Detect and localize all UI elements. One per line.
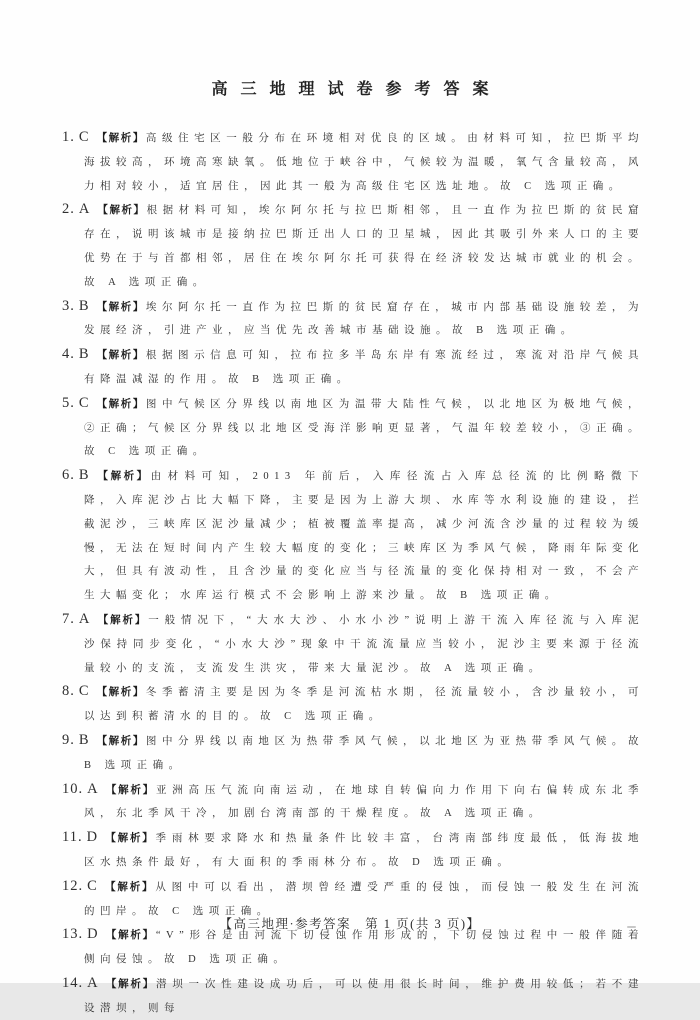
analysis-text: 高级住宅区一般分布在环境相对优良的区域。由材料可知，拉巴斯平均海拔较高，环境高寒缺氧。低地位于峡谷中，气候较为温暖，氧气含量较高，风力相对较小，适宜居住，因此其一般为高级住宅区选址地。故 C 选项正确。: [84, 133, 645, 192]
answer-letter: C: [78, 683, 90, 700]
answer-number: 2.: [62, 201, 75, 218]
page-footer: 【高三地理·参考答案 第 1 页(共 3 页)】: [219, 917, 481, 931]
answer-number: 7.: [62, 610, 75, 627]
answer-letter: B: [78, 346, 90, 363]
answer-number: 13.: [62, 926, 84, 943]
page-title: 高三地理试卷参考答案: [211, 81, 502, 98]
answer-number: 9.: [62, 731, 75, 748]
answer-item: [62, 295, 644, 344]
answer-number: 5.: [62, 394, 75, 411]
analysis-text: 冬季蓄清主要是因为冬季是河流枯水期，径流量较小，含沙量较小，可以达到积蓄清水的目的。故 C 选项正确。: [84, 687, 645, 723]
analysis-tag: 【解析】: [96, 301, 145, 313]
answer-letter: C: [78, 394, 90, 411]
answer-letter: B: [78, 467, 90, 484]
analysis-tag: 【解析】: [97, 614, 148, 626]
analysis-text: 潜坝一次性建设成功后，可以使用很长时间，维护费用较低；若不建设潜坝，则每: [84, 978, 645, 1014]
analysis-text: 图中气候区分界线以南地区为温带大陆性气候，以北地区为极地气候，②正确；气候区分界线以北地区受海洋影响更显著，气温年较差较小，③正确。故 C 选项正确。: [84, 398, 645, 458]
answer-letter: C: [78, 129, 90, 145]
analysis-text: 根据材料可知，埃尔阿尔托与拉巴斯相邻，且一直作为拉巴斯的贫民窟存在，说明该城市是接纳拉巴斯迁出人口的卫星城，因此其吸引外来人口的主要优势在于与首都相邻，居住在埃尔阿尔托可获得在经济较发达城市就业的机会。故 A 选项正确。: [84, 205, 644, 288]
answer-number: 12.: [62, 877, 84, 894]
answer-item: [62, 972, 644, 1020]
analysis-tag: 【解析】: [105, 784, 155, 796]
answer-number: 3.: [62, 297, 75, 314]
answer-number: 14.: [62, 974, 84, 991]
answer-number: 8.: [62, 683, 75, 700]
analysis-text: 亚洲高压气流向南运动，在地球自转偏向力作用下向右偏转成东北季风，东北季风干冷，加剧台湾南部的干燥程度。故 A 选项正确。: [84, 784, 645, 820]
answer-item: [62, 778, 644, 827]
answer-letter: A: [87, 780, 99, 797]
answer-item: [62, 198, 644, 294]
analysis-text: 由材料可知，2013 年前后，入库径流占入库总径流的比例略微下降，入库泥沙占比大幅下降，主要是因为上游大坝、水库等水利设施的建设，拦截泥沙，三峡库区泥沙量减少；植被覆盖率提高，减少河流含沙量的过程较为缓慢，无法在短时间内产生较大幅度的变化；三峡库区为季风气候，降雨年际变化大，但具有波动性，且含沙量的变化应当与径流量的变化保持相对一致，不会产生大幅变化；水库运行模式不会影响上游来沙量。故 B 选项正确。: [84, 471, 645, 602]
analysis-text: “V”形谷是由河流下切侵蚀作用形成的，下切侵蚀过程中一般伴随着侧向侵蚀。故 D 选项正确。: [84, 930, 645, 966]
answer-number: 10.: [62, 780, 84, 797]
answer-letter: A: [87, 974, 99, 991]
answer-number: 1.: [62, 129, 75, 145]
answer-item: [62, 729, 644, 778]
analysis-tag: 【解析】: [105, 930, 155, 942]
answer-letter: D: [86, 829, 99, 846]
analysis-tag: 【解析】: [96, 398, 145, 410]
answer-item: [62, 608, 644, 680]
answer-item: [62, 680, 644, 729]
answer-letter: D: [87, 926, 99, 943]
answer-number: 6.: [62, 467, 75, 484]
answer-letter: B: [78, 731, 90, 748]
scan-artifact: [627, 926, 636, 928]
analysis-tag: 【解析】: [97, 205, 146, 217]
answer-letter: B: [78, 297, 90, 314]
analysis-tag: 【解析】: [105, 833, 155, 845]
answer-number: 11.: [62, 829, 83, 846]
answer-item: [62, 464, 644, 608]
analysis-text: 从图中可以看出，潜坝曾经遭受严重的侵蚀，而侵蚀一般发生在河流的凹岸。故 C 选项正确。: [84, 881, 645, 917]
analysis-text: 一般情况下，“大水大沙、小水小沙”说明上游干流入库径流与入库泥沙保持同步变化，“小水大沙”现象中干流流量应当较小，泥沙主要来源于径流量较小的支流，支流发生洪灾，带来大量泥沙。故 A 选项正确。: [84, 614, 644, 674]
answer-number: 4.: [62, 346, 75, 363]
answer-letter: C: [87, 877, 98, 894]
answer-item: [62, 826, 644, 875]
analysis-tag: 【解析】: [105, 978, 155, 990]
analysis-tag: 【解析】: [96, 350, 145, 362]
answer-letter: A: [78, 610, 91, 627]
answer-letter: A: [78, 201, 91, 218]
analysis-tag: 【解析】: [96, 735, 145, 747]
analysis-tag: 【解析】: [96, 133, 145, 144]
analysis-text: 季雨林要求降水和热量条件比较丰富，台湾南部纬度最低，低海拔地区水热条件最好，有大面积的季雨林分布。故 D 选项正确。: [84, 833, 645, 868]
analysis-tag: 【解析】: [96, 471, 150, 483]
analysis-text: 埃尔阿尔托一直作为拉巴斯的贫民窟存在，城市内部基础设施较差，为发展经济，引进产业，应当优先改善城市基础设施。故 B 选项正确。: [84, 301, 645, 337]
answer-item: [62, 392, 644, 464]
answer-item: [62, 126, 644, 198]
analysis-tag: 【解析】: [104, 881, 155, 893]
analysis-tag: 【解析】: [96, 687, 145, 699]
analysis-text: 图中分界线以南地区为热带季风气候，以北地区为亚热带季风气候。故 B 选项正确。: [84, 735, 645, 771]
answer-item: [62, 343, 644, 392]
answer-list: [62, 126, 644, 1020]
analysis-text: 根据图示信息可知，拉布拉多半岛东岸有寒流经过，寒流对沿岸气候具有降温减湿的作用。故 B 选项正确。: [84, 350, 645, 385]
